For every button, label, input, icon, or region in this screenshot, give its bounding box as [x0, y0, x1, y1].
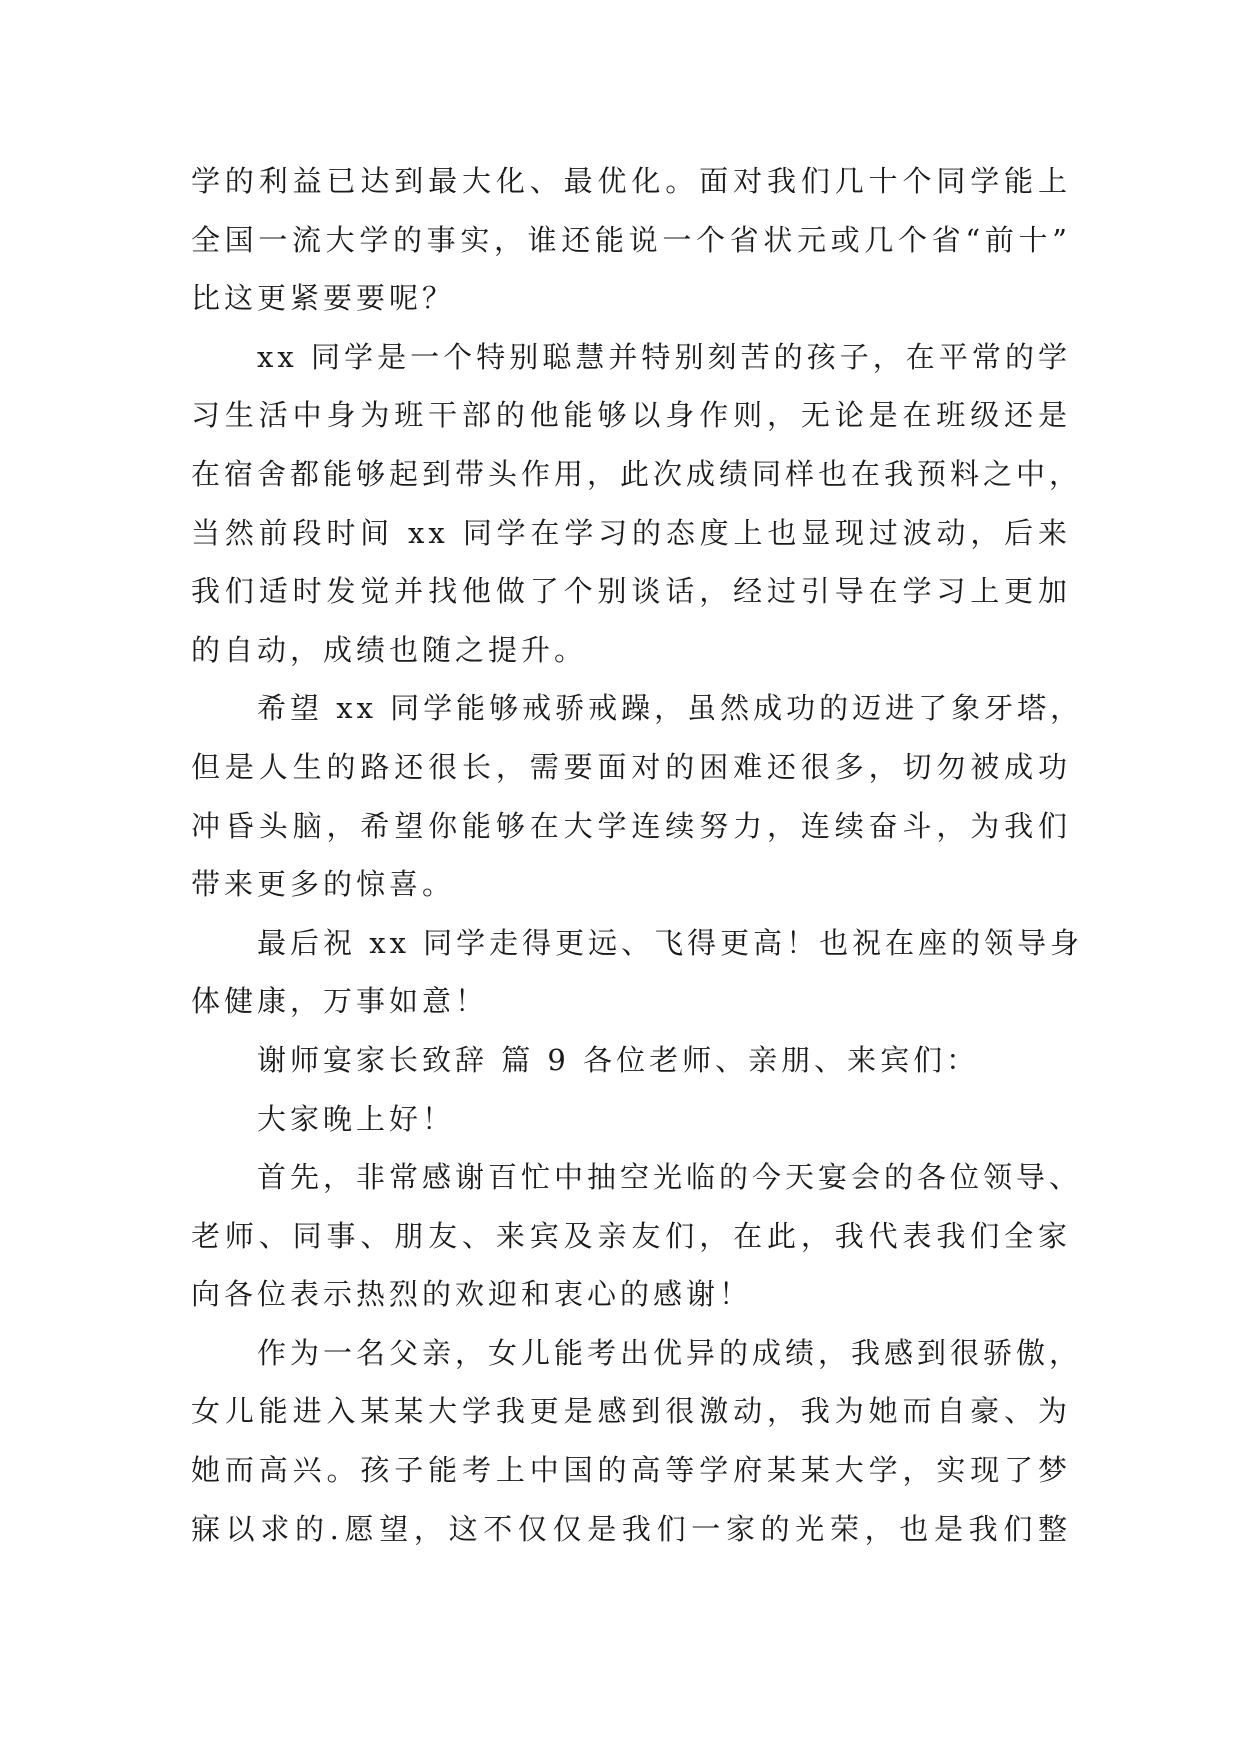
text-line: 希望 xx 同学能够戒骄戒躁，虽然成功的迈进了象牙塔， — [257, 691, 1084, 726]
text-line: 作为一名父亲，女儿能考出优异的成绩，我感到很骄傲， — [257, 1335, 1083, 1370]
text-line: 谢师宴家长致辞 篇 9 各位老师、亲朋、来宾们： — [257, 1042, 980, 1077]
text-line: 老师、同事、朋友、来宾及亲友们，在此，我代表我们全家 — [191, 1218, 1071, 1253]
text-line: 她而高兴。孩子能考上中国的高等学府某某大学，实现了梦 — [191, 1453, 1071, 1488]
paragraph — [191, 1031, 1071, 1090]
text-line: 带来更多的惊喜。 — [191, 867, 456, 902]
text-line: 我们适时发觉并找他做了个别谈话，经过引导在学习上更加 — [191, 574, 1071, 609]
text-line: 的自动，成绩也随之提升。 — [191, 632, 588, 667]
text-line: 比这更紧要要呢？ — [191, 281, 456, 316]
text-line: 体健康，万事如意！ — [191, 984, 489, 1019]
paragraph — [191, 679, 1084, 913]
paragraph — [191, 1324, 1083, 1558]
text-line: 在宿舍都能够起到带头作用，此次成绩同样也在我预料之中， — [191, 456, 1083, 491]
text-line: 向各位表示热烈的欢迎和衷心的感谢！ — [191, 1277, 753, 1312]
text-line: 但是人生的路还很长，需要面对的困难还很多，切勿被成功 — [191, 749, 1071, 784]
text-line: 冲昏头脑，希望你能够在大学连续努力，连续奋斗，为我们 — [191, 808, 1071, 843]
text-line: 最后祝 xx 同学走得更远、飞得更高！也祝在座的领导身 — [257, 925, 1084, 960]
text-line: 寐以求的.愿望，这不仅仅是我们一家的光荣，也是我们整 — [191, 1511, 1071, 1546]
text-line: 女儿能进入某某大学我更是感到很激动，我为她而自豪、为 — [191, 1394, 1071, 1429]
paragraph — [191, 1148, 1083, 1324]
paragraph — [191, 914, 1084, 1031]
text-line: 全国一流大学的事实，谁还能说一个省状元或几个省“前十” — [191, 222, 1071, 257]
text-line: 习生活中身为班干部的他能够以身作则，无论是在班级还是 — [191, 398, 1071, 433]
text-line: 当然前段时间 xx 同学在学习的态度上也显现过波动，后来 — [191, 515, 1071, 550]
text-line: 首先，非常感谢百忙中抽空光临的今天宴会的各位领导、 — [257, 1160, 1083, 1195]
paragraph — [191, 328, 1083, 680]
text-line: xx 同学是一个特别聪慧并特别刻苦的孩子，在平常的学 — [257, 339, 1071, 374]
text-line: 大家晚上好！ — [257, 1101, 456, 1136]
document-body — [191, 152, 1084, 1558]
paragraph — [191, 1090, 1071, 1149]
paragraph — [191, 152, 1071, 328]
text-line: 学的利益已达到最大化、最优化。面对我们几十个同学能上 — [191, 164, 1071, 198]
